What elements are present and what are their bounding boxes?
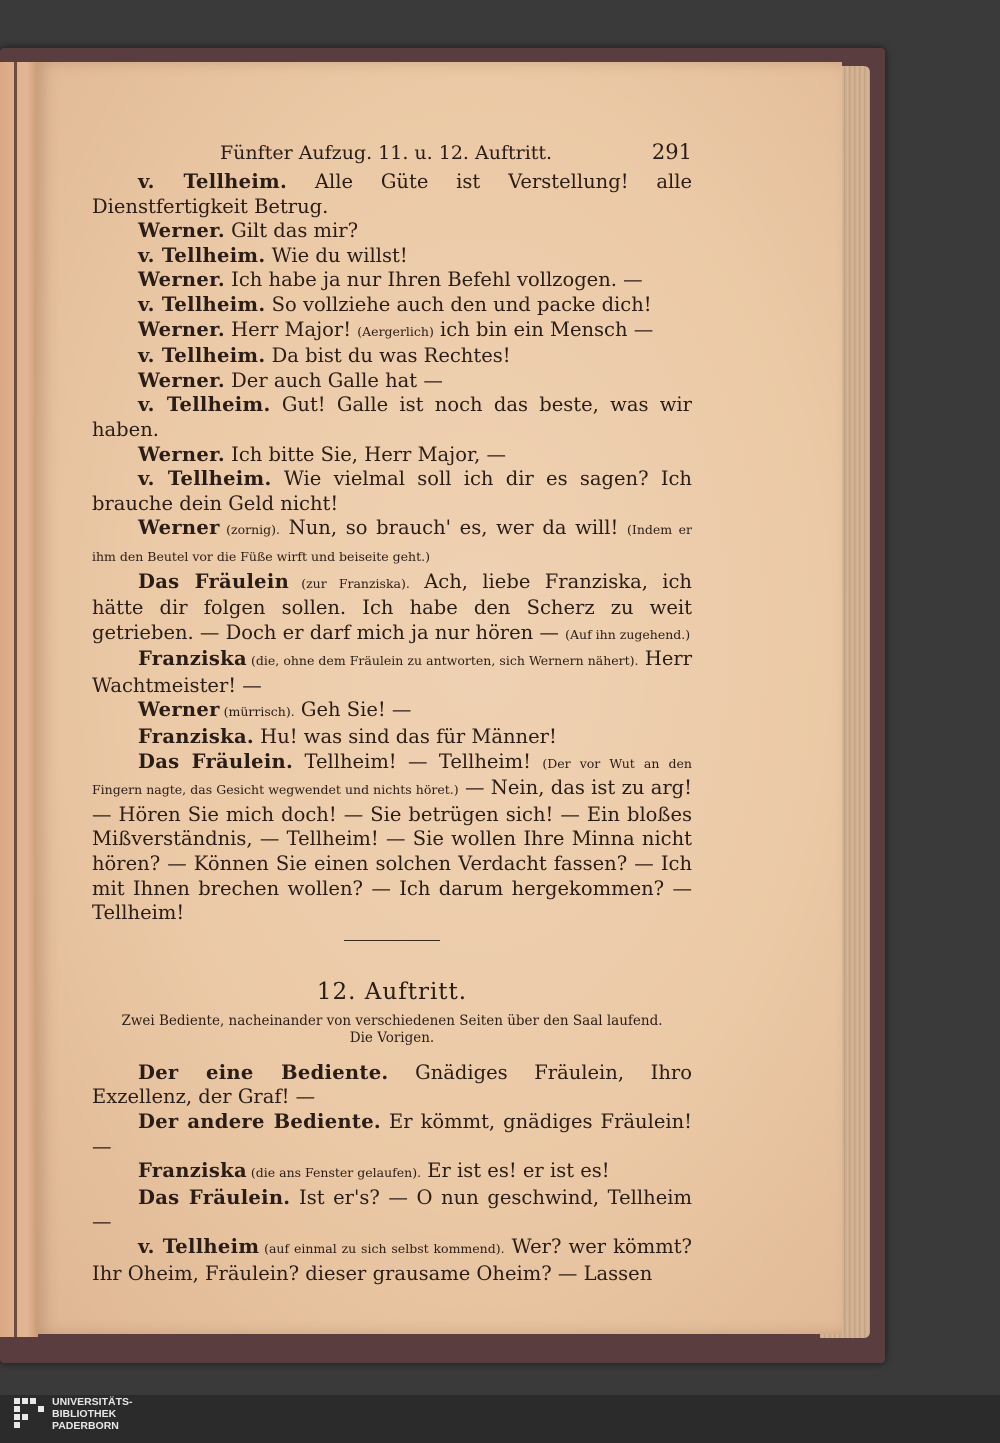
speaker-name: Werner. (138, 268, 225, 292)
dialogue-line (92, 1061, 692, 1110)
speaker-name: Franziska (138, 647, 247, 671)
dialogue-text: Geh Sie! — (294, 698, 412, 722)
dialogue-line (92, 318, 692, 345)
speaker-name: Der andere Bediente. (138, 1110, 382, 1133)
dialogue-text: Alle Güte ist Verstellung! alle Dienstfertigkeit Betrug. (92, 170, 692, 218)
stage-direction: (Auf ihn zugehend.) (565, 626, 691, 642)
scene-direction: Zwei Bediente, nacheinander von verschiedenen Seiten über den Saal laufend. Die Vorigen. (121, 1012, 663, 1046)
stage-direction: (Indem er ihm den Beutel vor die Füße wirft und beiseite geht.) (92, 522, 692, 564)
speaker-name: Das Fräulein (138, 569, 290, 593)
dialogue-text: Ach, liebe Franziska, ich hätte dir folgen sollen. Ich habe den Scherz zu weit getrieben. — Doch er darf mich ja nur hören — (92, 569, 692, 644)
dialogue-text: Ich bitte Sie, Herr Major, — (224, 442, 507, 466)
dialogue-text: Gut! Galle ist noch das beste, was wir haben. (92, 393, 692, 441)
speaker-name: Das Fräulein. (138, 749, 294, 773)
dialogue-text: Gnädiges Fräulein, Ihro Exzellenz, der Graf! — (92, 1060, 692, 1109)
dialogue-line (92, 570, 692, 648)
dialogue-text: Nun, so brauch' es, wer da will! (279, 516, 628, 540)
stage-direction: (die, ohne dem Fräulein zu antworten, sich Wernern nähert). (246, 653, 639, 669)
dialogue-text: Er kömmt, gnädiges Fräulein! — (92, 1110, 692, 1158)
speaker-name: Der eine Bediente. (138, 1060, 389, 1084)
speaker-name: v. Tellheim. (138, 393, 271, 417)
dialogue-text: Herr Wachtmeister! — (92, 647, 693, 697)
stage-direction: (mürrisch). (219, 704, 295, 720)
running-header (92, 140, 692, 164)
speaker-name: Werner (138, 698, 220, 722)
speaker-name: Franziska (138, 1159, 247, 1183)
dialogue-line (92, 393, 692, 442)
previous-page-edge (0, 62, 38, 1337)
dialogue-text: Da bist du was Rechtes! (265, 344, 511, 368)
dialogue-line (92, 268, 692, 293)
dialogue-text: So vollziehe auch den und packe dich! (265, 292, 652, 316)
dialogue-text: Gilt das mir? (224, 219, 359, 243)
stage-direction: (Der vor Wut an den Fingern nagte, das Gesicht wegwendet und nichts höret.) (92, 755, 692, 798)
dialogue-line (92, 516, 692, 569)
dialogue-text: Herr Major! (224, 317, 358, 341)
dialogue-line (92, 750, 692, 926)
speaker-name: v. Tellheim. (138, 170, 288, 193)
dialogue-line (92, 1159, 692, 1186)
dialogue-text: Der auch Galle hat — (224, 368, 443, 392)
dialogue-line (92, 467, 692, 516)
book-gutter (14, 62, 17, 1337)
dialogue-line (92, 1110, 692, 1159)
dialogue-text: ich bin ein Mensch — (433, 317, 654, 341)
speaker-name: Das Fräulein. (138, 1185, 291, 1209)
dialogue-line (92, 369, 692, 394)
speaker-name: Werner. (138, 442, 225, 466)
speaker-name: Werner. (138, 219, 225, 243)
dialogue-text: Ist er's? — O nun geschwind, Tellheim — (92, 1185, 692, 1234)
dialogue-line (92, 647, 692, 698)
speaker-name: v. Tellheim. (138, 292, 266, 316)
dialogue-line (92, 344, 692, 369)
dialogue-text: Er ist es! er ist es! (421, 1159, 610, 1183)
dialogue-line (92, 1186, 692, 1235)
dialogue-line (92, 1235, 692, 1286)
library-logo (12, 1394, 133, 1434)
speaker-name: Franziska. (138, 725, 254, 749)
dialogue-line (92, 244, 692, 269)
speaker-name: v. Tellheim (138, 1234, 260, 1258)
library-logo-icon (12, 1394, 48, 1434)
speaker-name: Werner (138, 516, 220, 540)
stage-direction: (Aergerlich) (357, 323, 434, 339)
page-number: 291 (651, 140, 692, 164)
speaker-name: v. Tellheim. (138, 243, 266, 267)
speaker-name: v. Tellheim. (138, 344, 266, 368)
stage-direction: (zornig). (219, 522, 280, 538)
dialogue-text: Hu! was sind das für Männer! (253, 725, 557, 749)
dialogue-line (92, 293, 692, 318)
dialogue-text: Wer? wer kömmt? Ihr Oheim, Fräulein? dieser grausame Oheim? — Lassen (92, 1234, 692, 1285)
dialogue-line (92, 698, 692, 725)
dialogue-line (92, 725, 692, 750)
dialogue-text: Ich habe ja nur Ihren Befehl vollzogen. — (224, 268, 643, 292)
dialogue-text: Wie vielmal soll ich dir es sagen? Ich brauche dein Geld nicht! (92, 467, 692, 515)
dialogue-text: Wie du willst! (265, 243, 408, 267)
dialogue-text: — Nein, das ist zu arg! — Hören Sie mich doch! — Sie betrügen sich! — Ein bloßes Mißverständnis, — Tellheim! — Sie wollen Ihre Minna nicht hören? — Können Sie einen solchen Verdacht fassen? — Ich mit Ihnen brechen wollen? — Ich darum hergekommen? — Tellheim! (92, 776, 692, 925)
scene-title: 12. Auftritt. (316, 978, 468, 1005)
library-logo-text: UNIVERSITÄTS- BIBLIOTHEK PADERBORN (52, 1396, 133, 1432)
dialogue-line (92, 170, 692, 219)
speaker-name: v. Tellheim. (138, 467, 272, 491)
page-text (92, 140, 692, 1286)
stage-direction: (die ans Fenster gelaufen). (246, 1165, 422, 1181)
running-title: Fünfter Aufzug. 11. u. 12. Auftritt. (220, 142, 553, 164)
speaker-name: Werner. (138, 368, 225, 392)
stage-direction: (zur Franziska). (289, 575, 410, 591)
speaker-name: Werner. (138, 317, 225, 341)
dialogue-text: Tellheim! — Tellheim! (293, 749, 543, 773)
dialogue-line (92, 219, 692, 244)
dialogue-line (92, 443, 692, 468)
section-divider (344, 940, 440, 941)
stage-direction: (auf einmal zu sich selbst kommend). (259, 1240, 505, 1256)
